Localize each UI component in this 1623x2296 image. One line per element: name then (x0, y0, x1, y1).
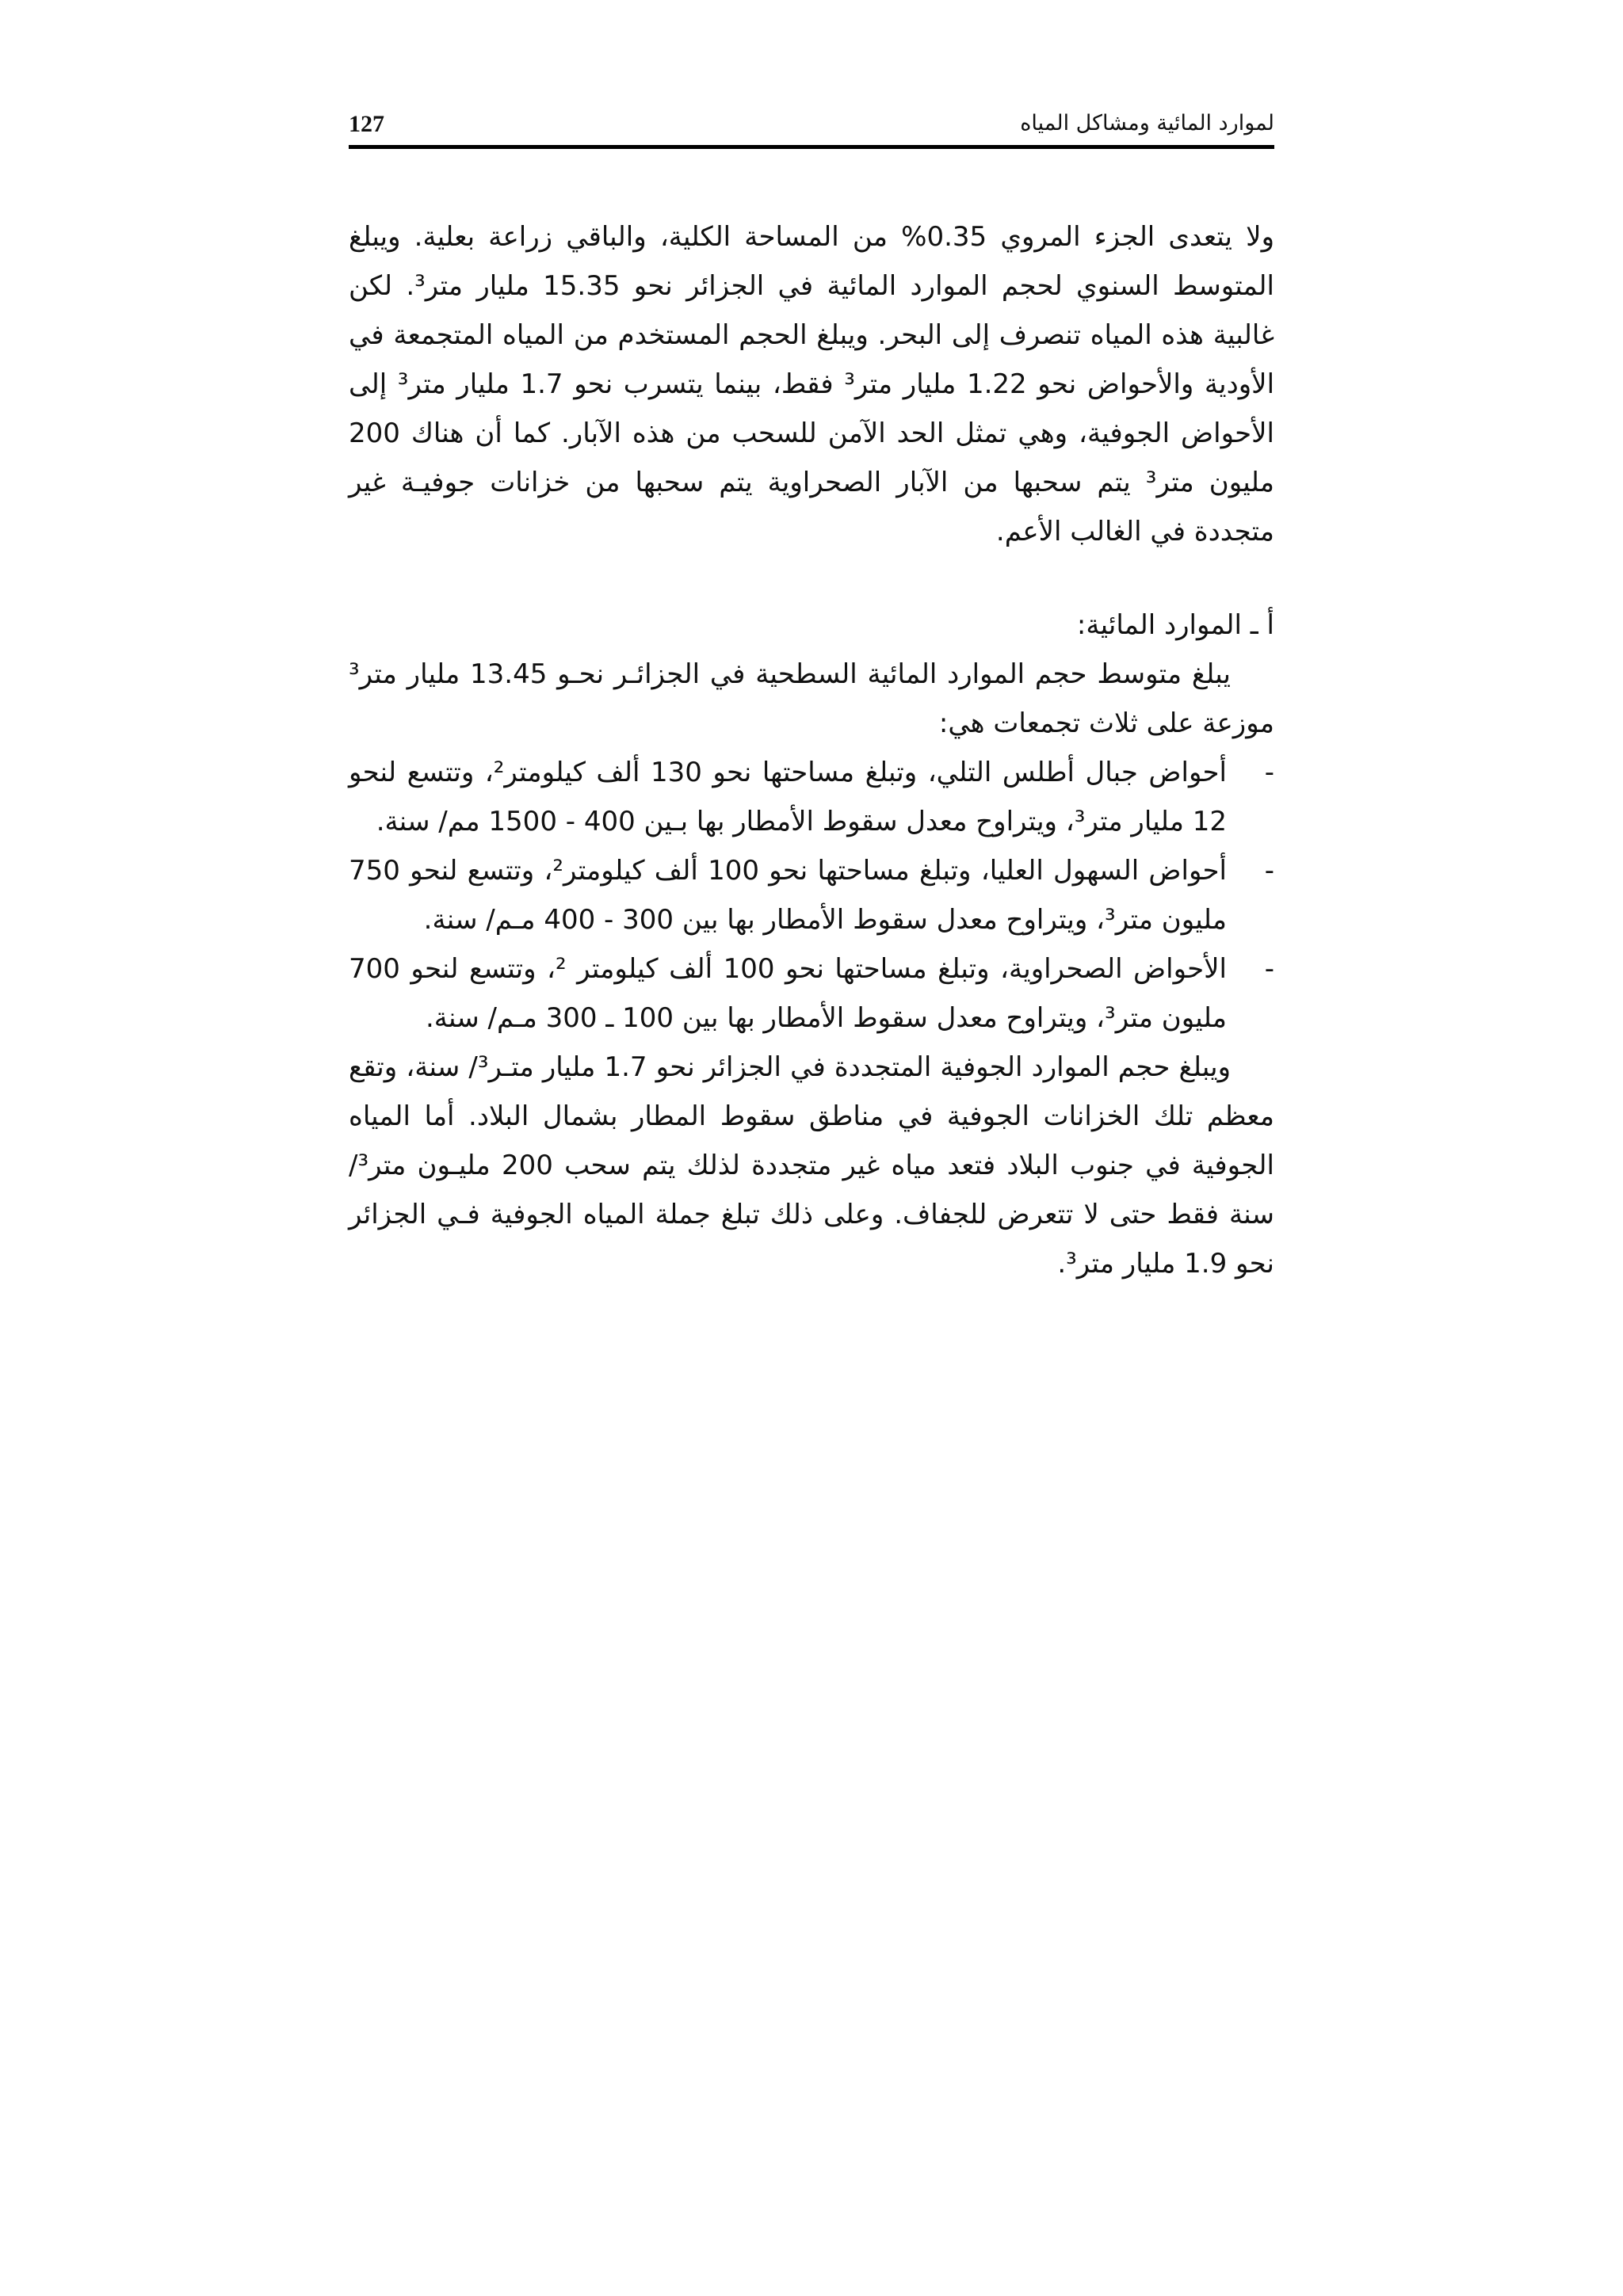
section-gap (349, 556, 1274, 601)
page-number: 127 (349, 111, 384, 137)
list-item (349, 846, 1274, 944)
list-bullet: - (1264, 953, 1274, 985)
intro-paragraph: ولا يتعدى الجزء المروي 0.35% من المساحة الكلية، والباقي زراعة بعلية. ويبلغ المتوسط السنوي لحجم الموارد المائية في الجزائر نحو 15.35 مليار متر³. لكن غالبية هذه المياه تنصرف إلى البحر. ويبلغ الحجم المستخدم من المياه المتجمعة في الأودية والأحواض نحو 1.22 مليار متر³ فقط، بينما يتسرب نحو 1.7 مليار متر³ إلى الأحواض الجوفية، وهي تمثل الحد الآمن للسحب من هذه الآبار. كما أن هناك 200 مليون متر³ يتم سحبها من الآبار الصحراوية يتم سحبها من خزانات جوفيـة غير متجددة في الغالب الأعم. (349, 221, 1275, 547)
basin-list (349, 748, 1274, 1043)
list-item (349, 944, 1274, 1043)
list-bullet: - (1264, 757, 1274, 788)
running-header-title: لموارد المائية ومشاكل المياه (1020, 111, 1274, 135)
list-item-text: أحواض جبال أطلس التلي، وتبلغ مساحتها نحو 130 ألف كيلومتر²، وتتسع لنحو 12 مليار متر³، ويتراوح معدل سقوط الأمطار بها بـين 400 - 1500 مم/ سنة. (349, 757, 1227, 837)
header-rule (349, 145, 1274, 149)
page-header (349, 111, 1274, 144)
list-item-text: أحواض السهول العليا، وتبلغ مساحتها نحو 100 ألف كيلومتر²، وتتسع لنحو 750 مليون متر³، ويتراوح معدل سقوط الأمطار بها بين 300 - 400 مـم/ سنة. (349, 855, 1227, 936)
list-bullet: - (1264, 855, 1274, 887)
closing-paragraph: ويبلغ حجم الموارد الجوفية المتجددة في الجزائر نحو 1.7 مليار متـر³/ سنة، وتقع معظم تلك الخزانات الجوفية في مناطق سقوط المطار بشمال البلاد. أما المياه الجوفية في جنوب البلاد فتعد مياه غير متجددة لذلك يتم سحب 200 مليـون متر³/ سنة فقط حتى لا تتعرض للجفاف. وعلى ذلك تبلغ جملة المياه الجوفية فـي الجزائر نحو 1.9 مليار متر³. (349, 1051, 1274, 1280)
text-body (349, 212, 1274, 1288)
list-item (349, 748, 1274, 846)
list-item-text: الأحواض الصحراوية، وتبلغ مساحتها نحو 100 ألف كيلومتر ²، وتتسع لنحو 700 مليون متر³، ويتراوح معدل سقوط الأمطار بها بين 100 ـ 300 مـم/ سنة. (349, 953, 1228, 1034)
section-heading: أ ـ الموارد المائية: (1076, 609, 1274, 641)
section-intro: يبلغ متوسط حجم الموارد المائية السطحية في الجزائـر نحـو 13.45 مليار متر³ موزعة على ثلاث تجمعات هي: (349, 658, 1274, 739)
